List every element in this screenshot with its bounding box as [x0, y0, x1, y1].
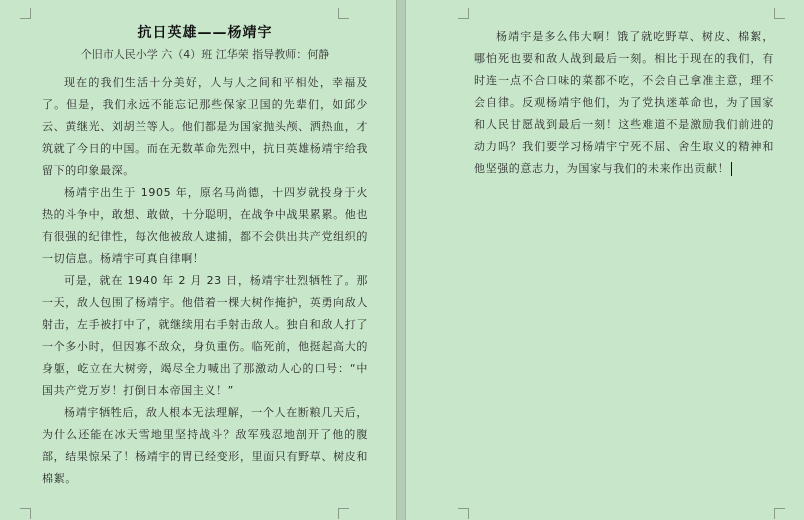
page-corner-mark [338, 508, 349, 519]
page-gutter [396, 0, 406, 520]
text-cursor [731, 162, 732, 176]
page-corner-mark [458, 8, 469, 19]
paragraph [474, 26, 774, 180]
paragraph: 可是，就在 1940 年 2 月 23 日，杨靖宇壮烈牺牲了。那一天，敌人包围了杨靖宇。他借着一棵大树作掩护，英勇向敌人射击，左手被打中了，就继续用右手射击敌人。独自和敌人打了一个多小时，但因寡不敌众，身负重伤。临死前，他挺起高大的身躯，屹立在大树旁，竭尽全力喊出了那激动人心的口号：“中国共产党万岁！打倒日本帝国主义！” [42, 274, 368, 397]
paragraph: 杨靖宇牺牲后，敌人根本无法理解，一个人在断粮几天后，为什么还能在冰天雪地里坚持战斗？敌军残忍地剖开了他的腹部，结果惊呆了！杨靖宇的胃已经变形，里面只有野草、树皮和棉絮。 [42, 406, 368, 485]
page-corner-mark [774, 508, 785, 519]
document-title: 抗日英雄——杨靖宇 [137, 25, 273, 41]
document-subtitle: 个旧市人民小学 六（4）班 江华荣 指导教师：何静 [80, 48, 330, 61]
left-page-content[interactable] [42, 22, 368, 490]
left-page [0, 0, 396, 520]
page-corner-mark [774, 8, 785, 19]
paragraph: 现在的我们生活十分美好，人与人之间和平相处，幸福及了。但是，我们永远不能忘记那些保家卫国的先辈们，如邱少云、黄继光、刘胡兰等人。他们都是为国家抛头颅、洒热血，才筑就了今日的中国。而在无数革命先烈中，抗日英雄杨靖宇给我留下的印象最深。 [42, 76, 368, 177]
page-corner-mark [20, 8, 31, 19]
paragraph: 杨靖宇出生于 1905 年，原名马尚德，十四岁就投身于火热的斗争中，敢想、敢做，十分聪明，在战争中战果累累。他也有很强的纪律性，每次他被敌人逮捕，都不会供出共产党组织的一切信息。杨靖宇可真自律啊！ [42, 186, 368, 265]
page-corner-mark [338, 8, 349, 19]
page-corner-mark [458, 508, 469, 519]
page-corner-mark [20, 508, 31, 519]
right-page-content[interactable] [474, 26, 774, 180]
right-page [406, 0, 804, 520]
paragraph-text: 杨靖宇是多么伟大啊！饿了就吃野草、树皮、棉絮，哪怕死也要和敌人战到最后一刻。相比于现在的我们，有时连一点不合口味的菜都不吃，不会自己拿准主意，理不会自律。反观杨靖宇他们，为了党执迷革命也，为了国家和人民甘愿战到最后一刻！这些难道不是激励我们前进的动力吗？我们要学习杨靖宇宁死不屈、舍生取义的精神和他坚强的意志力，为国家与我们的未来作出贡献！ [474, 30, 774, 175]
